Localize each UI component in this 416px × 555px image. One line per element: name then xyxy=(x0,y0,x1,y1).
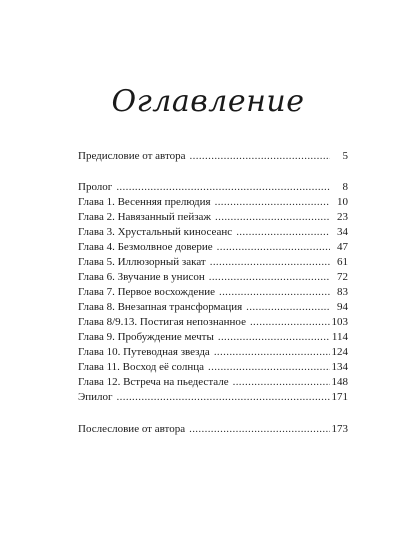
toc-leader-dots xyxy=(189,422,329,436)
toc-leader-dots xyxy=(116,180,330,194)
toc-entry-page: 114 xyxy=(331,331,348,343)
toc-entry-page: 124 xyxy=(331,346,348,358)
toc-entry-chapter-3[interactable] xyxy=(78,225,348,239)
toc-leader-dots xyxy=(214,345,330,359)
toc-leader-dots xyxy=(246,300,330,314)
toc-entry-label: Пролог xyxy=(78,181,113,193)
toc-entry-page: 94 xyxy=(337,301,348,313)
toc-leader-dots xyxy=(190,149,330,163)
toc-entry-afterword[interactable] xyxy=(78,422,348,436)
toc-entry-chapter-5[interactable] xyxy=(78,255,348,269)
toc-entry-label: Глава 5. Иллюзорный закат xyxy=(78,256,206,268)
toc-leader-dots xyxy=(215,210,330,224)
toc-entry-label: Глава 4. Безмолвное доверие xyxy=(78,241,213,253)
toc-entry-page: 47 xyxy=(337,241,348,253)
toc-entry-page: 83 xyxy=(337,286,348,298)
toc-entry-page: 5 xyxy=(342,150,348,162)
toc-leader-dots xyxy=(208,360,329,374)
toc-entry-label: Глава 9. Пробуждение мечты xyxy=(78,331,214,343)
toc-leader-dots xyxy=(219,285,330,299)
toc-leader-dots xyxy=(217,240,330,254)
toc-entry-page: 10 xyxy=(337,196,348,208)
toc-entry-chapter-11[interactable] xyxy=(78,360,348,374)
toc-leader-dots xyxy=(209,270,330,284)
toc-entry-chapter-9[interactable] xyxy=(78,330,348,344)
toc-entry-page: 134 xyxy=(331,361,348,373)
toc-entry-chapter-2[interactable] xyxy=(78,210,348,224)
toc-leader-dots xyxy=(250,315,330,329)
toc-entry-page: 23 xyxy=(337,211,348,223)
page-title: Оглавление xyxy=(111,84,305,119)
toc-leader-dots xyxy=(218,330,330,344)
toc-leader-dots xyxy=(117,390,330,404)
toc-entry-label: Глава 8/9.13. Постигая непознанное xyxy=(78,316,246,328)
toc-entry-label: Глава 1. Весенняя прелюдия xyxy=(78,196,211,208)
toc-entry-epilogue[interactable] xyxy=(78,390,348,404)
toc-entry-page: 103 xyxy=(331,316,348,328)
toc-entry-chapter-12[interactable] xyxy=(78,375,348,389)
toc-entry-chapter-10[interactable] xyxy=(78,345,348,359)
toc-entry-label: Глава 2. Навязанный пейзаж xyxy=(78,211,212,223)
toc-entry-chapter-8[interactable] xyxy=(78,300,348,314)
toc-entry-page: 61 xyxy=(337,256,348,268)
toc-entry-chapter-7[interactable] xyxy=(78,285,348,299)
toc-entry-label: Глава 8. Внезапная трансформация xyxy=(78,301,243,313)
toc-entry-page: 148 xyxy=(331,376,348,388)
toc-entry-label: Послесловие от автора xyxy=(78,423,186,435)
toc-leader-dots xyxy=(236,225,330,239)
toc-entry-chapter-8-9-13[interactable] xyxy=(78,315,348,329)
toc-entry-page: 34 xyxy=(337,226,348,238)
toc-entry-preface[interactable] xyxy=(78,149,348,163)
toc-entry-label: Глава 3. Хрустальный киносеанс xyxy=(78,226,233,238)
toc-entry-label: Эпилог xyxy=(78,391,113,403)
toc-entry-chapter-4[interactable] xyxy=(78,240,348,254)
toc-entry-chapter-6[interactable] xyxy=(78,270,348,284)
toc-entry-label: Предисловие от автора xyxy=(78,150,186,162)
toc-leader-dots xyxy=(215,195,330,209)
toc-leader-dots xyxy=(233,375,330,389)
toc-entry-label: Глава 6. Звучание в унисон xyxy=(78,271,205,283)
toc-entry-page: 171 xyxy=(331,391,348,403)
toc-entry-label: Глава 10. Путеводная звезда xyxy=(78,346,210,358)
toc-entry-label: Глава 7. Первое восхождение xyxy=(78,286,215,298)
toc-entry-chapter-1[interactable] xyxy=(78,195,348,209)
toc-entry-page: 72 xyxy=(337,271,348,283)
toc-entry-prologue[interactable] xyxy=(78,180,348,194)
toc-entry-page: 173 xyxy=(331,423,348,435)
toc-entry-page: 8 xyxy=(342,181,348,193)
toc-leader-dots xyxy=(210,255,330,269)
toc-entry-label: Глава 12. Встреча на пьедестале xyxy=(78,376,229,388)
toc-entry-label: Глава 11. Восход её солнца xyxy=(78,361,205,373)
